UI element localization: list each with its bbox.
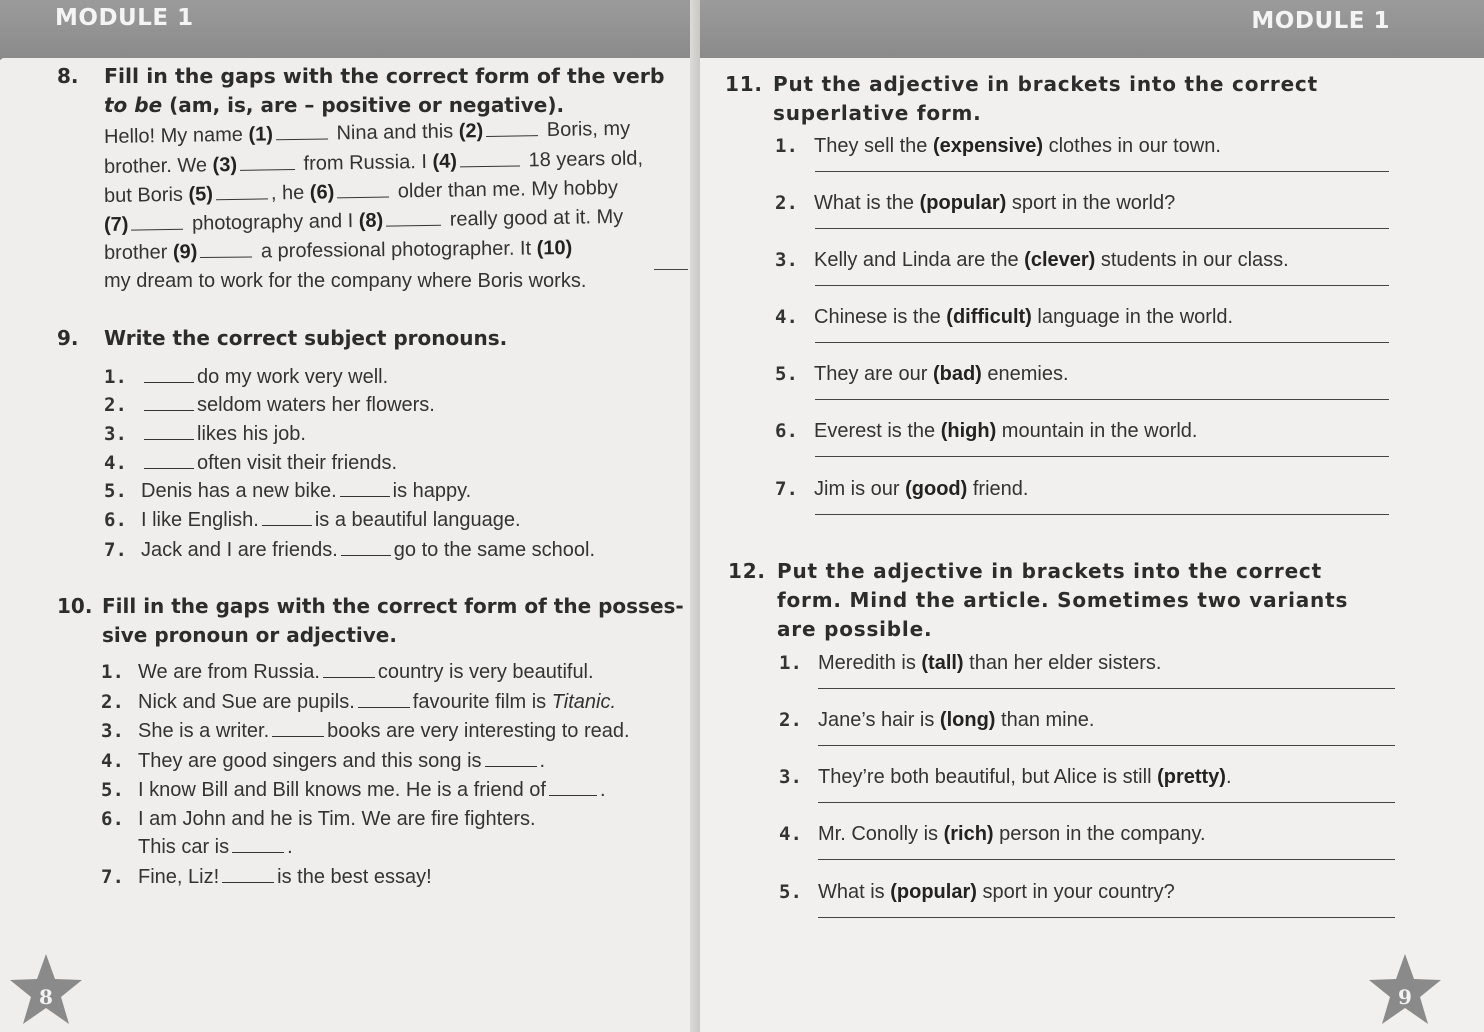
answer-blank[interactable]	[144, 421, 194, 440]
item-number: 1.	[104, 366, 127, 388]
answer-line[interactable]	[815, 285, 1389, 286]
item-text: I know Bill and Bill knows me. He is a friend of	[138, 779, 546, 801]
exercise-title-line: are possible.	[777, 617, 933, 641]
item-text: We are from Russia.	[138, 661, 320, 683]
item-number: 2.	[775, 192, 798, 214]
page-number: 8	[39, 985, 53, 1009]
gap-number: (1)	[248, 123, 274, 146]
exercise-12-heading	[728, 557, 1418, 644]
item-text: She is a writer.	[138, 720, 270, 742]
answer-blank[interactable]	[358, 689, 410, 708]
exercise-item	[141, 364, 388, 390]
exercise-title-line: superlative form.	[773, 101, 982, 125]
item-text: Jim is our	[814, 478, 906, 500]
module-title-left: MODULE 1	[55, 5, 194, 31]
exercise-number: 12.	[728, 559, 766, 583]
verb-forms: (am, is, are – positive or negative).	[169, 93, 565, 117]
exercise-item	[814, 190, 1175, 216]
exercise-item	[814, 476, 1028, 502]
item-number: 5.	[775, 363, 798, 385]
item-text: than mine.	[995, 709, 1095, 731]
item-text: is a beautiful language.	[314, 509, 521, 531]
text-segment: older than me. My hobby	[392, 176, 619, 203]
item-number: 1.	[779, 652, 802, 674]
exercise-item	[138, 834, 293, 860]
page-number: 9	[1398, 985, 1412, 1009]
module-banner-right	[700, 0, 1484, 60]
exercise-title-line: Fill in the gaps with the correct form of the posses-	[102, 594, 684, 618]
item-text: books are very interesting to read.	[327, 720, 630, 742]
item-number: 7.	[775, 478, 798, 500]
exercise-item	[138, 689, 616, 715]
answer-line[interactable]	[818, 802, 1395, 803]
item-number: 2.	[779, 709, 802, 731]
item-number: 4.	[775, 306, 798, 328]
item-text: person in the company.	[993, 823, 1206, 845]
exercise-title-line: Fill in the gaps with the correct form of the verb	[104, 64, 665, 88]
exercise-11-heading	[725, 70, 1405, 128]
adjective-in-brackets: (rich)	[943, 823, 994, 845]
gap-number: (6)	[309, 181, 335, 204]
item-number: 7.	[101, 866, 124, 888]
gap-number: (2)	[458, 120, 484, 143]
adjective-in-brackets: (popular)	[919, 192, 1007, 214]
item-number: 3.	[775, 249, 798, 271]
paragraph-line	[104, 235, 573, 266]
gap-number: (8)	[358, 209, 384, 232]
answer-blank[interactable]	[485, 748, 537, 767]
item-text: sport in your country?	[976, 881, 1175, 903]
adjective-in-brackets: (tall)	[921, 652, 964, 674]
item-text: Chinese is the	[814, 306, 947, 328]
exercise-8-heading	[57, 62, 697, 120]
item-number: 6.	[775, 420, 798, 442]
exercise-item	[138, 748, 545, 774]
item-text: is happy.	[392, 480, 472, 502]
item-number: 2.	[104, 394, 127, 416]
answer-blank[interactable]	[337, 179, 389, 199]
answer-blank[interactable]	[144, 450, 194, 469]
answer-blank[interactable]	[262, 507, 312, 526]
exercise-number: 11.	[725, 72, 763, 96]
exercise-item	[818, 879, 1175, 905]
exercise-title-line: Write the correct subject pronouns.	[104, 326, 508, 350]
exercise-item	[138, 718, 630, 744]
exercise-item	[138, 659, 594, 685]
answer-blank[interactable]	[654, 269, 688, 270]
film-title: Titanic.	[551, 691, 617, 713]
exercise-item	[818, 821, 1206, 847]
answer-blank[interactable]	[340, 478, 390, 497]
text-segment: Hello! My name	[103, 123, 249, 148]
item-text: students in our class.	[1095, 249, 1289, 271]
item-text: Meredith is	[818, 652, 922, 674]
gap-number: (4)	[432, 150, 458, 173]
text-segment: Boris, my	[541, 117, 631, 142]
text-segment: really good at it. My	[444, 205, 624, 231]
item-text: They’re both beautiful, but Alice is still	[818, 766, 1158, 788]
text-segment: , he	[270, 181, 311, 205]
exercise-item	[818, 650, 1161, 676]
item-text: clothes in our town.	[1043, 135, 1221, 157]
adjective-in-brackets: (good)	[905, 478, 968, 500]
item-number: 2.	[101, 691, 124, 713]
right-page	[700, 0, 1484, 1032]
item-text: .	[539, 750, 546, 772]
item-text: seldom waters her flowers.	[197, 394, 435, 416]
answer-line[interactable]	[815, 342, 1389, 343]
item-text: than her elder sisters.	[963, 652, 1162, 674]
item-text: I like English.	[141, 509, 259, 531]
answer-blank[interactable]	[216, 180, 268, 200]
adjective-in-brackets: (high)	[940, 420, 997, 442]
answer-blank[interactable]	[144, 364, 194, 383]
item-text: This car is	[138, 836, 230, 858]
item-text: go to the same school.	[393, 539, 596, 561]
answer-blank[interactable]	[486, 117, 538, 137]
item-text: language in the world.	[1031, 306, 1234, 328]
answer-line[interactable]	[818, 859, 1395, 860]
item-number: 3.	[101, 720, 124, 742]
item-text: do my work very well.	[197, 366, 389, 388]
adjective-in-brackets: (difficult)	[946, 306, 1032, 328]
gap-number: (10)	[536, 237, 573, 260]
exercise-9-heading	[57, 324, 677, 353]
text-segment: but Boris	[103, 183, 189, 207]
answer-line[interactable]	[815, 456, 1389, 457]
exercise-number: 10.	[57, 594, 93, 618]
item-text: Nick and Sue are pupils.	[138, 691, 355, 713]
item-text: Everest is the	[814, 420, 941, 442]
answer-line[interactable]	[815, 171, 1389, 172]
page-number-star-left	[8, 952, 84, 1028]
answer-blank[interactable]	[276, 120, 328, 140]
item-text: friend.	[967, 478, 1029, 500]
item-text: Kelly and Linda are the	[814, 249, 1025, 271]
exercise-item	[814, 361, 1069, 387]
gap-number: (5)	[188, 183, 214, 206]
item-text: .	[287, 836, 293, 858]
item-text: favourite film is	[412, 691, 552, 713]
exercise-item	[141, 392, 435, 418]
item-text: What is the	[814, 192, 920, 214]
item-number: 3.	[779, 766, 802, 788]
answer-blank[interactable]	[222, 864, 274, 883]
exercise-item	[141, 450, 397, 476]
item-text: mountain in the world.	[996, 420, 1198, 442]
exercise-item	[138, 777, 606, 803]
verb-italic: to be	[104, 93, 163, 117]
item-text: Jane’s hair is	[818, 709, 940, 731]
exercise-10-heading	[57, 592, 697, 650]
text-segment: photography and I	[186, 209, 359, 235]
item-text: I am John and he is Tim. We are fire fighters.	[138, 808, 536, 830]
exercise-title-line: Put the adjective in brackets into the correct	[777, 559, 1322, 583]
answer-blank[interactable]	[386, 207, 441, 227]
exercise-item	[141, 421, 306, 447]
item-number: 7.	[104, 539, 127, 561]
gap-number: (7)	[103, 213, 129, 236]
item-number: 4.	[101, 750, 124, 772]
page-number-star-right	[1366, 952, 1444, 1028]
item-number: 5.	[779, 881, 802, 903]
exercise-number: 9.	[57, 326, 79, 350]
answer-blank[interactable]	[272, 718, 324, 737]
item-number: 5.	[101, 779, 124, 801]
text-segment: a professional photographer. It	[255, 237, 537, 263]
module-banner-left	[0, 0, 700, 60]
item-text: They are good singers and this song is	[138, 750, 482, 772]
item-text: is the best essay!	[277, 866, 432, 888]
exercise-title-line: sive pronoun or adjective.	[102, 623, 397, 647]
item-number: 6.	[104, 509, 127, 531]
answer-blank[interactable]	[131, 211, 183, 231]
exercise-item	[818, 764, 1232, 790]
answer-blank[interactable]	[240, 151, 295, 171]
item-text: What is	[818, 881, 891, 903]
text-segment: brother	[103, 241, 174, 264]
adjective-in-brackets: (clever)	[1024, 249, 1096, 271]
item-number: 1.	[775, 135, 798, 157]
answer-blank[interactable]	[460, 147, 520, 167]
gap-number: (3)	[212, 153, 238, 177]
item-number: 6.	[101, 808, 124, 830]
item-text: Jack and I are friends.	[141, 539, 338, 561]
item-text: Denis has a new bike.	[141, 480, 337, 502]
exercise-item	[138, 864, 432, 890]
adjective-in-brackets: (pretty)	[1157, 766, 1226, 788]
exercise-item	[814, 418, 1197, 444]
text-segment: from Russia. I	[297, 150, 433, 175]
item-number: 3.	[104, 423, 127, 445]
exercise-number: 8.	[57, 64, 79, 88]
adjective-in-brackets: (popular)	[890, 881, 977, 903]
text-segment: Nina and this	[330, 120, 459, 145]
answer-blank[interactable]	[549, 777, 597, 796]
adjective-in-brackets: (expensive)	[932, 135, 1044, 157]
answer-line[interactable]	[818, 745, 1395, 746]
item-number: 4.	[779, 823, 802, 845]
item-number: 4.	[104, 452, 127, 474]
item-text: .	[1225, 766, 1232, 788]
answer-line[interactable]	[815, 514, 1389, 515]
exercise-item	[141, 507, 521, 533]
item-number: 1.	[101, 661, 124, 683]
answer-line[interactable]	[815, 228, 1389, 229]
text-segment: brother. We	[103, 154, 213, 178]
left-page	[0, 0, 700, 1032]
exercise-item	[141, 478, 471, 504]
answer-blank[interactable]	[232, 834, 284, 853]
answer-blank[interactable]	[341, 537, 391, 556]
exercise-item	[138, 806, 536, 832]
module-title-right: MODULE 1	[1251, 8, 1390, 34]
gap-number: (9)	[172, 241, 198, 264]
exercise-item	[814, 304, 1233, 330]
item-text: sport in the world?	[1006, 192, 1176, 214]
item-text: .	[599, 779, 606, 801]
exercise-item	[818, 707, 1094, 733]
answer-line[interactable]	[818, 917, 1395, 918]
item-text: Fine, Liz!	[138, 866, 220, 888]
answer-line[interactable]	[818, 688, 1395, 689]
adjective-in-brackets: (long)	[939, 709, 996, 731]
answer-blank[interactable]	[200, 238, 252, 258]
item-text: country is very beautiful.	[377, 661, 594, 683]
exercise-title-line: form. Mind the article. Sometimes two variants	[777, 588, 1349, 612]
text-segment: 18 years old,	[522, 147, 644, 172]
item-text: enemies.	[981, 363, 1069, 385]
adjective-in-brackets: (bad)	[932, 363, 982, 385]
exercise-title-line: Put the adjective in brackets into the correct	[773, 72, 1318, 96]
answer-blank[interactable]	[323, 659, 375, 678]
exercise-item	[814, 247, 1289, 273]
item-text: likes his job.	[197, 423, 306, 445]
exercise-item	[814, 133, 1221, 159]
exercise-item	[141, 537, 595, 563]
item-text: They are our	[814, 363, 933, 385]
answer-blank[interactable]	[144, 392, 194, 411]
item-text: Mr. Conolly is	[818, 823, 944, 845]
item-text: often visit their friends.	[197, 452, 398, 474]
item-number: 5.	[104, 480, 127, 502]
exercise-8-last-line: my dream to work for the company where Boris works.	[104, 270, 587, 292]
item-text: They sell the	[814, 135, 933, 157]
answer-line[interactable]	[815, 399, 1389, 400]
